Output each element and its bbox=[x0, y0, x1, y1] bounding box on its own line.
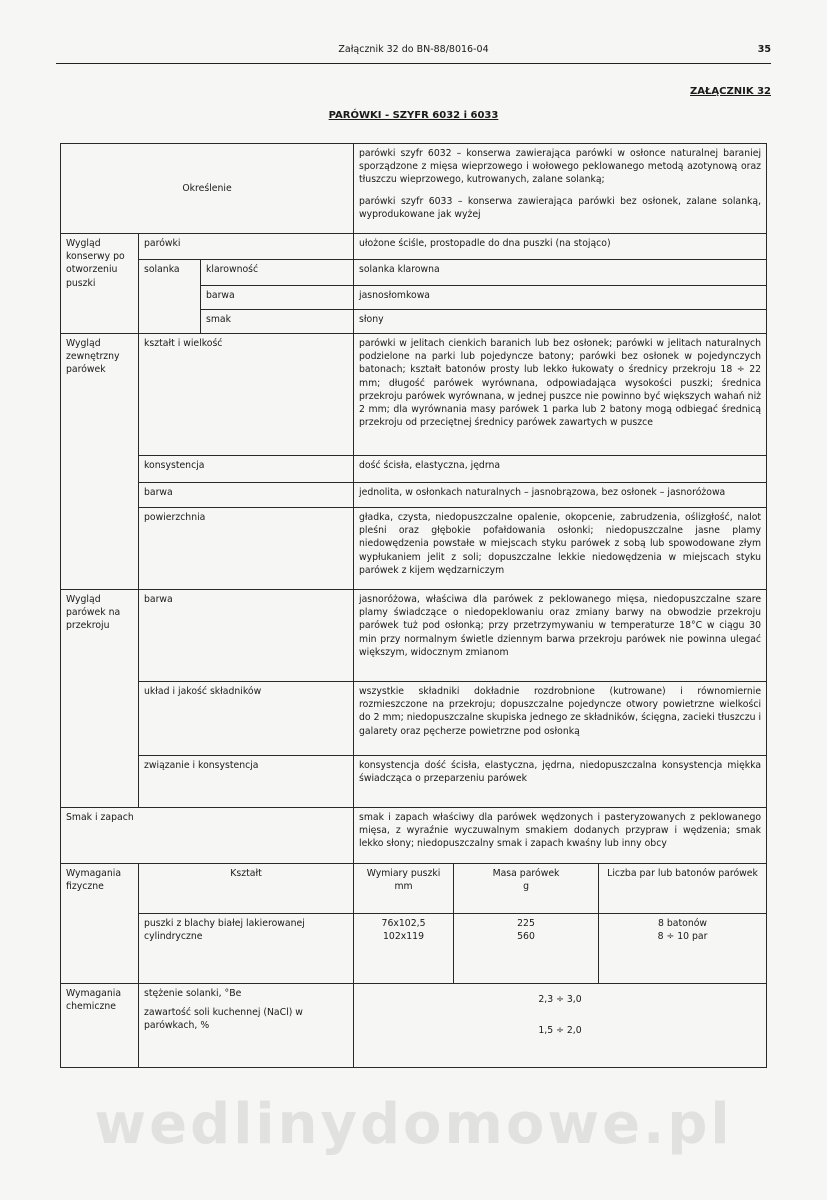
liczba-1: 8 batonów bbox=[658, 918, 708, 929]
smak-zapach-label: Smak i zapach bbox=[61, 808, 354, 864]
row-powierzchnia bbox=[61, 508, 767, 590]
okreslenie-6033: parówki szyfr 6033 – konserwa zawierająca parówki bez osłonek, zalane solanką, wyprodukowane jak wyżej bbox=[359, 195, 762, 220]
wyglad-przekroj-label: Wygląd parówek na przekroju bbox=[61, 590, 139, 808]
page-header bbox=[56, 44, 771, 64]
parowki-label: parówki bbox=[139, 234, 354, 260]
zawartosc-soli-label: zawartość soli kuchennej (NaCl) w parówkach, % bbox=[144, 1007, 303, 1032]
powierzchnia-label: powierzchnia bbox=[139, 508, 354, 590]
page-number: 35 bbox=[757, 44, 771, 55]
row-konserwy-parowki bbox=[61, 234, 767, 260]
row-klarownosc bbox=[61, 260, 767, 286]
col-ksztalt: Kształt bbox=[139, 864, 354, 914]
col-masa-unit: g bbox=[523, 881, 529, 893]
konsystencja-label: konsystencja bbox=[139, 456, 354, 483]
klarownosc-value: solanka klarowna bbox=[354, 260, 767, 286]
col-wymiary bbox=[354, 864, 454, 914]
row-barwa-przekroju bbox=[61, 590, 767, 682]
klarownosc-label: klarowność bbox=[201, 260, 354, 286]
stezenie-solanki-label: stężenie solanki, °Be bbox=[144, 988, 242, 999]
zawartosc-soli-value: 1,5 ÷ 2,0 bbox=[538, 1025, 582, 1037]
uklad-value: wszystkie składniki dokładnie rozdrobnione (kutrowane) i równomiernie rozmieszczone na przekroju; dopuszczalne pojedyncze otwory powietrzne wielkości do 2 mm; niedopuszczalne skupiska jednego ze składników, ścięgna, zacieki tłuszczu i galarety oraz pęcherze powietrzne pod osłonką bbox=[354, 682, 767, 756]
powierzchnia-value: gładka, czysta, niedopuszczalne opalenie, okopcenie, zabrudzenia, oślizgłość, nalot pleśni oraz głębokie pofałdowania osłonki; niedopuszczalne jasne plamy niedowędzenia powstałe w miejscach styku parówek z sobą lub spowodowane złym wypłukaniem jelit z soli; dopuszczalne lekkie niedowędzenia w miejscach styku parówek z kijem wędzarniczym bbox=[354, 508, 767, 590]
barwa-przekroj-label: barwa bbox=[139, 590, 354, 682]
okreslenie-6032: parówki szyfr 6032 – konserwa zawierająca parówki w osłonce naturalnej baraniej sporządzone z mięsa wieprzowego i wołowego peklowanego metodą azotynową oraz tłuszczu wieprzowego, kutrowanych, zalane solanką; bbox=[359, 148, 762, 186]
masa-2: 560 bbox=[517, 931, 535, 943]
barwa-zewn-label: barwa bbox=[139, 483, 354, 508]
barwa-zewn-value: jednolita, w osłonkach naturalnych – jasnobrązowa, bez osłonek – jasnoróżowa bbox=[354, 483, 767, 508]
barwa-przekroj-value: jasnoróżowa, właściwa dla parówek z peklowanego mięsa, niedopuszczalne szare plamy świadczące o niedopeklowaniu oraz zmiany barwy na obwodzie przekroju parówek tuż pod osłonką; przy przetrzymywaniu w temperaturze 18°C w ciągu 30 min przy normalnym świetle dziennym barwa przekroju parówek nie powinna ulegać większym, widocznym zmianom bbox=[354, 590, 767, 682]
wyglad-konserwy-label: Wygląd konserwy po otworzeniu puszki bbox=[61, 234, 139, 334]
document-title: PARÓWKI - SZYFR 6032 i 6033 bbox=[328, 110, 499, 121]
ksztalt-value: parówki w jelitach cienkich baranich lub bez osłonek; parówki w jelitach naturalnych podzielone na parki lub pojedyncze batony; parówki bez osłonek w pojedynczych batonach; kształt batonów prosty lub lekko łukowaty o średnicy przekroju 18 ÷ 22 mm; długość parówek wyrównana, odpowiadająca wysokości puszki; średnica przekroju parówek wyrównana, w jednej puszce nie powinno być większych wahań niż 2 mm; dla wyrównania masy parówek 1 parka lub 2 batony mogą odbiegać średnicą przekroju od przeciętnej średnicy parówek zawartych w puszce bbox=[354, 334, 767, 456]
row-konsystencja bbox=[61, 456, 767, 483]
row-barwa-zewn bbox=[61, 483, 767, 508]
row-ksztalt bbox=[61, 334, 767, 456]
okreslenie-label: Określenie bbox=[61, 144, 354, 234]
row-fizyczne-values bbox=[61, 914, 767, 984]
header-document-ref: Załącznik 32 do BN-88/8016-04 bbox=[338, 44, 489, 55]
specification-table bbox=[60, 143, 767, 1068]
stezenie-solanki-value: 2,3 ÷ 3,0 bbox=[538, 994, 582, 1005]
konsystencja-value: dość ścisła, elastyczna, jędrna bbox=[354, 456, 767, 483]
row-fizyczne-header bbox=[61, 864, 767, 914]
masa-1: 225 bbox=[517, 918, 535, 929]
row-zwiazanie bbox=[61, 756, 767, 808]
solanka-smak-label: smak bbox=[201, 310, 354, 334]
row-smak-zapach bbox=[61, 808, 767, 864]
chemiczne-params bbox=[139, 984, 354, 1068]
solanka-smak-value: słony bbox=[354, 310, 767, 334]
col-wymiary-title: Wymiary puszki bbox=[366, 868, 441, 879]
parowki-value: ułożone ściśle, prostopadle do dna puszki (na stojąco) bbox=[354, 234, 767, 260]
solanka-barwa-label: barwa bbox=[201, 286, 354, 310]
wymiary-values bbox=[354, 914, 454, 984]
annex-label: ZAŁĄCZNIK 32 bbox=[690, 86, 771, 97]
wymiary-1: 76x102,5 bbox=[381, 918, 426, 929]
solanka-barwa-value: jasnosłomkowa bbox=[354, 286, 767, 310]
row-okreslenie bbox=[61, 144, 767, 234]
ksztalt-label: kształt i wielkość bbox=[139, 334, 354, 456]
okreslenie-value bbox=[354, 144, 767, 234]
col-liczba: Liczba par lub batonów parówek bbox=[599, 864, 767, 914]
row-chemiczne bbox=[61, 984, 767, 1068]
header-rule bbox=[56, 63, 771, 64]
zwiazanie-value: konsystencja dość ścisła, elastyczna, jędrna, niedopuszczalna konsystencja miękka świadcząca o przeparzeniu parówek bbox=[354, 756, 767, 808]
uklad-label: układ i jakość składników bbox=[139, 682, 354, 756]
smak-zapach-value: smak i zapach właściwy dla parówek wędzonych i pasteryzowanych z peklowanego mięsa, z wyraźnie wyczuwalnym smakiem dodanych przypraw i wędzenia; smak lekko słony; niedopuszczalny smak i zapach kwaśny lub inny obcy bbox=[354, 808, 767, 864]
solanka-label: solanka bbox=[139, 260, 201, 334]
chemiczne-label: Wymagania chemiczne bbox=[61, 984, 139, 1068]
watermark-text: wedlinydomowe.pl bbox=[94, 1092, 733, 1157]
chemiczne-values bbox=[354, 984, 767, 1068]
col-wymiary-unit: mm bbox=[394, 881, 413, 893]
wyglad-zewnetrzny-label: Wygląd zewnętrzny parówek bbox=[61, 334, 139, 590]
wymiary-2: 102x119 bbox=[383, 931, 425, 943]
zwiazanie-label: związanie i konsystencja bbox=[139, 756, 354, 808]
col-masa-title: Masa parówek bbox=[492, 868, 560, 879]
col-masa bbox=[454, 864, 599, 914]
masa-values bbox=[454, 914, 599, 984]
fizyczne-label: Wymagania fizyczne bbox=[61, 864, 139, 984]
liczba-2: 8 ÷ 10 par bbox=[657, 931, 708, 943]
ksztalt-puszki: puszki z blachy białej lakierowanej cylindryczne bbox=[139, 914, 354, 984]
row-uklad bbox=[61, 682, 767, 756]
liczba-values bbox=[599, 914, 767, 984]
